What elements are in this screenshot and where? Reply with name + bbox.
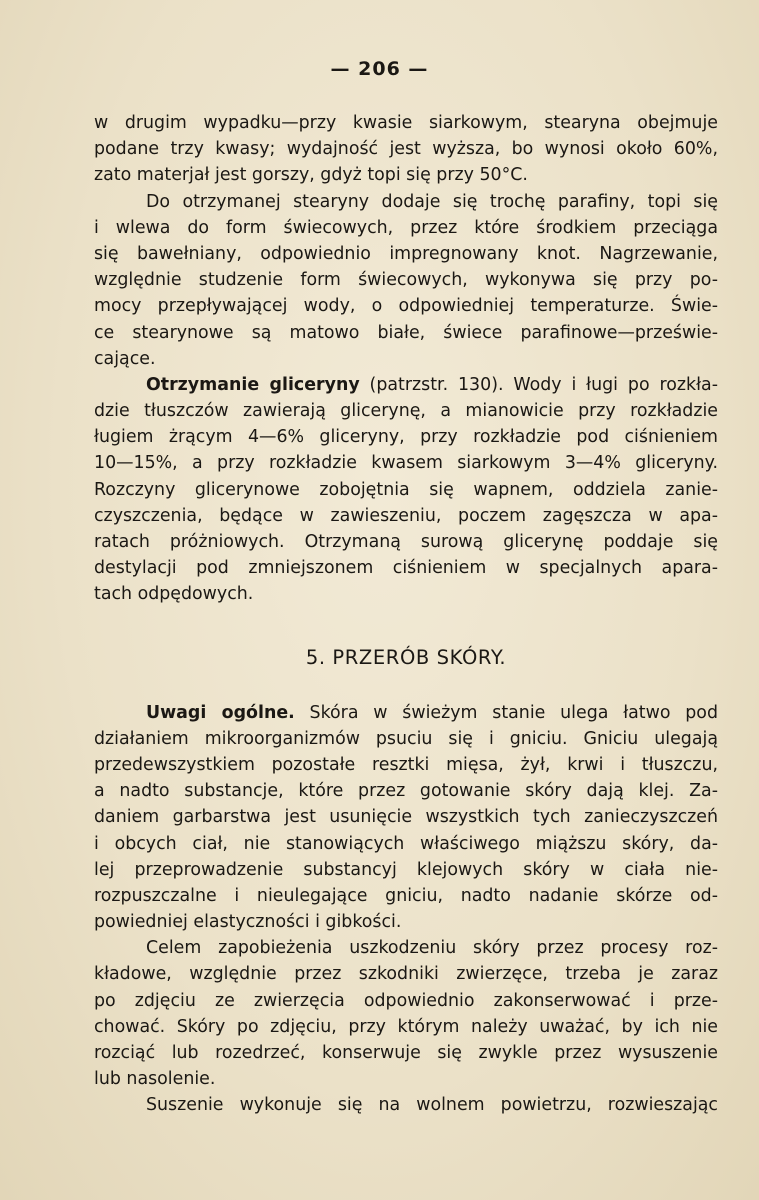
text-line: i obcych ciał, nie stanowiących właściwego miąższu skóry, da-	[94, 833, 718, 854]
paragraph-candles	[94, 189, 718, 372]
text-line: tach odpędowych.	[94, 584, 254, 605]
text-line: kładowe, względnie przez szkodniki zwierzęce, trzeba je zaraz	[94, 964, 718, 985]
text-line: rozciąć lub rozedrzeć, konserwuje się zwykle przez wysuszenie	[94, 1043, 718, 1063]
run-in-text: Skóra w świeżym stanie ulega łatwo pod	[294, 702, 718, 723]
text-line: lub nasolenie.	[94, 1069, 216, 1090]
run-in-text: (patrzstr. 130). Wody i ługi po rozkła-	[359, 374, 718, 395]
run-in-heading: Otrzymanie gliceryny	[146, 374, 360, 395]
text-line: i wlewa do form świecowych, przez które środkiem przeciąga	[94, 217, 718, 238]
body-text	[94, 110, 718, 1119]
text-line: lej przeprowadzenie substancyj klejowych skóry w ciała nie-	[94, 859, 718, 880]
text-line: się bawełniany, odpowiednio impregnowany knot. Nagrzewanie,	[94, 243, 718, 264]
text-line-with-run-in	[94, 372, 718, 398]
text-line: ługiem żrącym 4—6% gliceryny, przy rozkładzie pod ciśnieniem	[94, 427, 718, 448]
paragraph-glycerin	[94, 372, 718, 608]
text-line: w drugim wypadku—przy kwasie siarkowym, stearyna obejmuje	[94, 113, 718, 133]
run-in-heading: Uwagi ogólne.	[146, 702, 295, 723]
text-line: względnie studzenie form świecowych, wykonywa się przy po-	[94, 270, 718, 291]
text-line: rozpuszczalne i nieulegające gniciu, nadto nadanie skórze od-	[94, 885, 718, 906]
text-line: destylacji pod zmniejszonem ciśnieniem w specjalnych apara-	[94, 558, 718, 579]
text-line: chować. Skóry po zdjęciu, przy którym należy uważać, by ich nie	[94, 1016, 718, 1037]
page-number: — 206 —	[330, 58, 429, 80]
text-line: daniem garbarstwa jest usunięcie wszystkich tych zanieczyszczeń	[94, 807, 718, 828]
text-line: podane trzy kwasy; wydajność jest wyższa, bo wynosi około 60%,	[94, 139, 718, 160]
text-line: przedewszystkiem pozostałe resztki mięsa, żył, krwi i tłuszczu,	[94, 754, 718, 775]
text-line: zato materjał jest gorszy, gdyż topi się przy 50°C.	[94, 165, 528, 186]
paragraph-preservation	[94, 935, 718, 1092]
text-line: działaniem mikroorganizmów psuciu się i gniciu. Gniciu ulegają	[94, 728, 718, 749]
text-line: po zdjęciu ze zwierzęcia odpowiednio zakonserwować i prze-	[94, 990, 718, 1011]
text-line-with-run-in	[94, 700, 718, 726]
text-line: Suszenie wykonuje się na wolnem powietrzu, rozwieszając	[146, 1095, 718, 1116]
text-line: a nadto substancje, które przez gotowanie skóry dają klej. Za-	[94, 781, 718, 802]
text-line: ce stearynowe są matowo białe, świece parafinowe—prześwie-	[94, 322, 718, 343]
text-line: dzie tłuszczów zawierają glicerynę, a mianowicie przy rozkładzie	[94, 401, 718, 422]
text-line: mocy przepływającej wody, o odpowiedniej temperaturze. Świe-	[94, 296, 718, 317]
paragraph-drying	[94, 1092, 718, 1118]
section-heading: 5. PRZERÓB SKÓRY.	[305, 645, 507, 669]
paragraph-continuation	[94, 110, 718, 189]
text-line: Celem zapobieżenia uszkodzeniu skóry przez procesy roz-	[146, 938, 718, 959]
text-line: cające.	[94, 348, 156, 369]
text-line: Rozczyny glicerynowe zobojętnia się wapnem, oddziela zanie-	[94, 479, 718, 500]
text-line: ratach próżniowych. Otrzymaną surową glicerynę poddaje się	[94, 532, 718, 552]
text-line: czyszczenia, będące w zawieszeniu, poczem zagęszcza w apa-	[94, 505, 718, 526]
paragraph-general-remarks	[94, 700, 718, 936]
text-line: Do otrzymanej stearyny dodaje się trochę parafiny, topi się	[146, 191, 718, 212]
text-line: 10—15%, a przy rozkładzie kwasem siarkowym 3—4% gliceryny.	[94, 453, 718, 474]
text-line: powiedniej elastyczności i gibkości.	[94, 912, 402, 933]
